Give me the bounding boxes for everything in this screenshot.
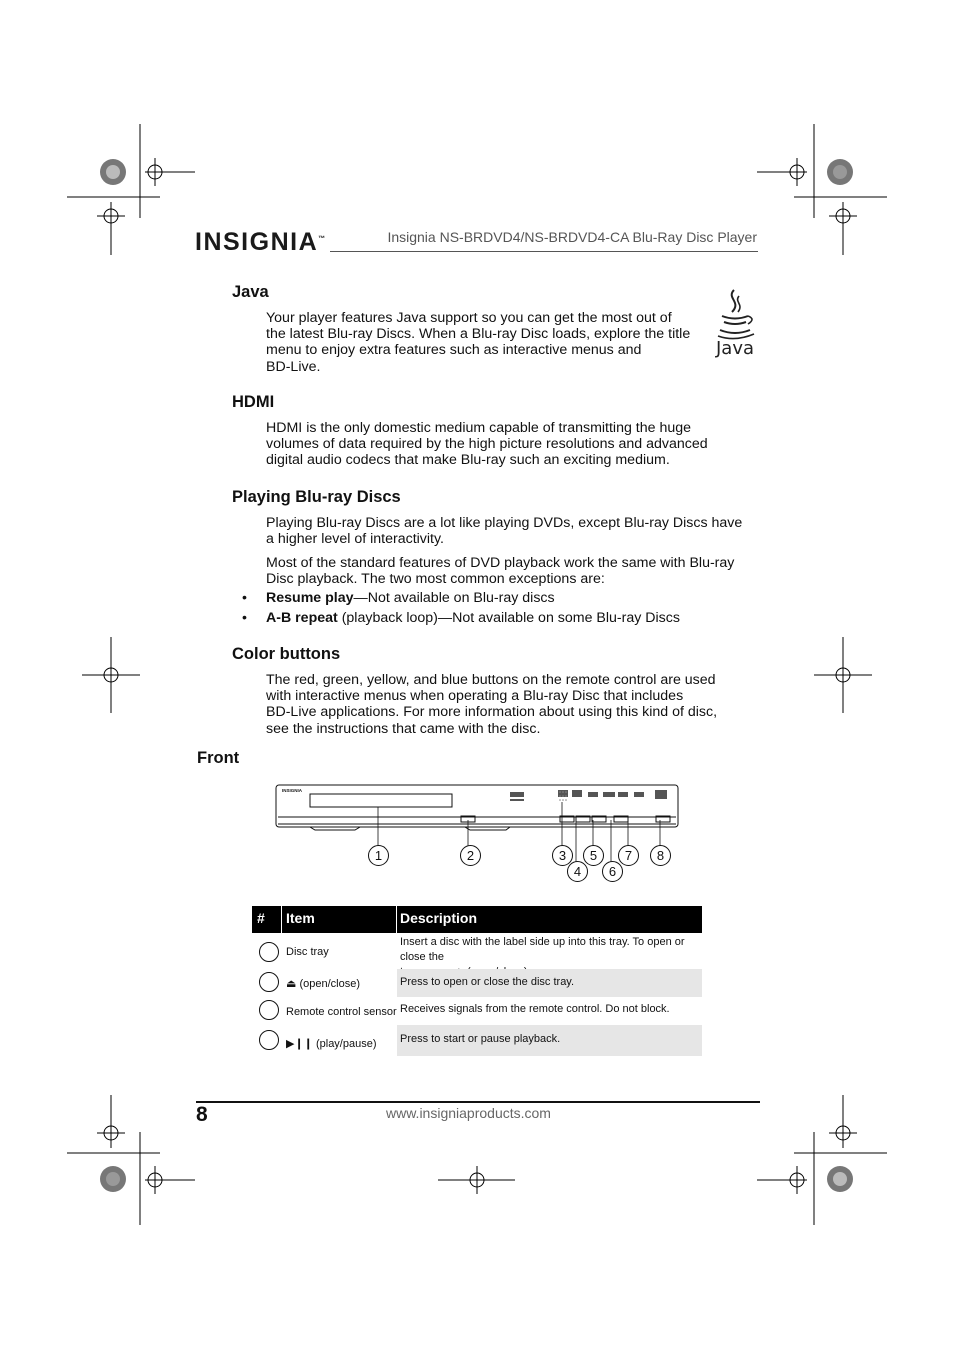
th-item: Item xyxy=(286,910,315,926)
java-logo xyxy=(712,288,758,362)
hdmi-heading: HDMI xyxy=(232,393,275,411)
footer-url: www.insigniaproducts.com xyxy=(386,1105,551,1121)
color-buttons-heading: Color buttons xyxy=(232,645,341,663)
row-description: Press to start or pause playback. xyxy=(400,1033,561,1045)
row-description: Insert a disc with the label side up into this tray. To open or close the xyxy=(400,936,685,963)
playing-heading: Playing Blu-ray Discs xyxy=(232,488,401,506)
java-paragraph: Your player features Java support so you can get the most out of the latest Blu-ray Discs. When a Blu-ray Disc loads, explore the title menu to enjoy extra features such as interactive menus and BD-Live. xyxy=(266,310,691,375)
eject-icon: ⏏ xyxy=(286,978,297,990)
row-number-circle xyxy=(259,1030,279,1050)
th-description: Description xyxy=(400,910,478,926)
playing-paragraph-1: Playing Blu-ray Discs are a lot like playing DVDs, except Blu-ray Discs have a higher level of interactivity. xyxy=(266,515,743,548)
row-item: ▶❙❙ (play/pause) xyxy=(286,1038,377,1050)
playing-paragraph-2: Most of the standard features of DVD playback work the same with Blu-ray Disc playback. The two most common exceptions are: xyxy=(266,555,735,588)
java-heading: Java xyxy=(232,283,269,301)
callout-2: 2 xyxy=(460,845,481,866)
callout-5: 5 xyxy=(583,845,604,866)
table-header xyxy=(252,906,702,933)
bullet-ab-repeat: • A-B repeat (playback loop)—Not available on some Blu-ray Discs xyxy=(242,610,680,626)
th-number: # xyxy=(257,910,265,926)
page-number: 8 xyxy=(196,1103,208,1126)
footer-rule xyxy=(196,1101,760,1103)
play-pause-icon: ▶❙❙ xyxy=(286,1038,313,1050)
bullet-resume-play: • Resume play—Not available on Blu-ray discs xyxy=(242,590,555,606)
hdmi-paragraph: HDMI is the only domestic medium capable of transmitting the huge volumes of data required by the high picture resolutions and advanced digital audio codecs that make Blu-ray such an exciting medium. xyxy=(266,420,708,469)
header-rule xyxy=(330,251,758,252)
callout-1: 1 xyxy=(368,845,389,866)
table-row xyxy=(252,997,702,1025)
disc-tray-slot xyxy=(310,794,452,807)
java-cup-icon xyxy=(712,288,758,342)
row-item: Disc tray xyxy=(286,946,329,958)
row-number-circle xyxy=(259,972,279,992)
callout-6: 6 xyxy=(602,861,623,882)
callout-8: 8 xyxy=(650,845,671,866)
callout-3: 3 xyxy=(552,845,573,866)
table-row xyxy=(252,933,702,969)
callout-4: 4 xyxy=(567,861,588,882)
row-number-circle xyxy=(259,942,279,962)
header-title: Insignia NS-BRDVD4/NS-BRDVD4-CA Blu-Ray Disc Player xyxy=(387,229,757,245)
row-item: ⏏ (open/close) xyxy=(286,978,361,990)
color-buttons-paragraph: The red, green, yellow, and blue buttons on the remote control are used with interactive menus when operating a Blu-ray Disc that includes BD-Live applications. For more information about using this kind of disc, see the instructions that came with the disc. xyxy=(266,672,718,737)
table-row xyxy=(252,1025,702,1056)
row-number-circle xyxy=(259,1000,279,1020)
java-logo-text: Java xyxy=(716,338,755,359)
callout-7: 7 xyxy=(618,845,639,866)
front-heading: Front xyxy=(197,749,240,767)
svg-text:INSIGNIA: INSIGNIA xyxy=(282,788,303,793)
table-row xyxy=(252,969,702,997)
row-description: Receives signals from the remote control. Do not block. xyxy=(400,1003,670,1015)
insignia-logo: INSIGNIA™ xyxy=(195,228,326,256)
row-item: Remote control sensor xyxy=(286,1006,397,1018)
front-panel-diagram xyxy=(270,780,690,884)
row-description: Press to open or close the disc tray. xyxy=(400,976,575,988)
